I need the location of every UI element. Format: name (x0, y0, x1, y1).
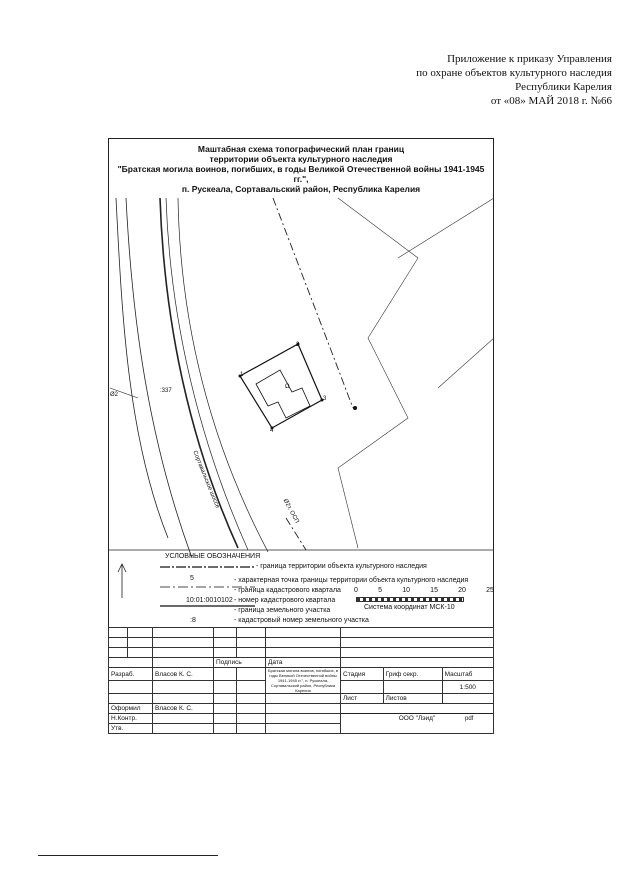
legend-item-1: - граница территории объекта культурного наследия (256, 563, 427, 570)
road-left-edge-1 (116, 198, 168, 538)
legend-item-3: - граница кадастрового квартала (234, 587, 341, 594)
legend-parcel-symbol: :8 (190, 617, 196, 624)
scale-ticks (354, 587, 494, 594)
road-edge-3 (178, 198, 268, 552)
map-title-line-3: "Братская могила воинов, погибших, в годы Великой Отечественной войны 1941-1945 гг.", (117, 164, 485, 184)
right-label: Ø2т. ОСП (281, 498, 300, 525)
header-line-1: Приложение к приказу Управления (447, 53, 612, 65)
point-1-label: 1 (240, 372, 244, 378)
stamp-list: Лист (341, 694, 384, 704)
header-line-2: по охране объектов культурного наследия (416, 67, 612, 79)
map-title-line-2: территории объекта культурного наследия (209, 154, 393, 164)
legend-quarter-number: 10:01:0010102 (186, 597, 233, 604)
scale-tick: 25 (486, 587, 494, 594)
road-edge-2 (166, 198, 248, 550)
legend-item-6: - кадастровый номер земельного участка (234, 617, 369, 624)
parcel-number-label: :337 (160, 388, 172, 394)
legend-item-5: - граница земельного участка (234, 607, 331, 614)
scale-tick: 15 (430, 587, 438, 594)
stamp-grif: Гриф секр. (383, 668, 442, 681)
pdf-label: pdf (465, 716, 474, 722)
side-label: Ø2 (110, 392, 119, 398)
map-title-line-4: п. Рускеала, Сортавальский район, Республика Карелия (181, 184, 421, 194)
parcel-boundary (338, 198, 418, 548)
stamp-masshtab: Масштаб (442, 668, 493, 681)
stamp-nkontr: Н.Контр. (109, 714, 153, 724)
header-line-3: Республики Карелия (515, 81, 612, 93)
object-boundary (240, 344, 322, 428)
point-4-label: 4 (270, 428, 274, 434)
scale-tick: 0 (354, 587, 358, 594)
north-arrow-icon (112, 560, 132, 600)
legend-item-2: - характерная точка границы территории объекта культурного наследия (234, 577, 469, 584)
coord-system: Система координат МСК-10 (364, 604, 455, 611)
scale-tick: 5 (378, 587, 382, 594)
map-title-line-1: Маштабная схема топографический план границ (197, 144, 405, 154)
quarter-boundary (273, 198, 353, 408)
stamp-description: Братская могила воинов, погибших, в годы Великой Отечественной войны 1941-1945 гг.", п. Рускеала, Сортавальский район, Республика Карелия (266, 668, 341, 694)
stamp-podpis: Подпись (214, 658, 266, 668)
monument-center-label: Ω (285, 384, 290, 390)
stamp-masshtab-val: 1:500 (442, 681, 493, 694)
scale-tick: 20 (458, 587, 466, 594)
stamp-oformil: Оформил (109, 704, 153, 714)
legend-heading: УСЛОВНЫЕ ОБОЗНАЧЕНИЯ (165, 553, 261, 560)
stamp-razrab-name: Власов К. С. (153, 668, 214, 681)
stamp-org: ООО "Лэид" (341, 704, 494, 734)
stamp-listov: Листов (383, 694, 442, 704)
road-name-label: Сортавальское шоссе (191, 450, 221, 510)
stamp-razrab: Разраб. (109, 668, 153, 681)
legend-item-4: - номер кадастрового квартала (234, 597, 336, 604)
legend-symbols (160, 565, 260, 625)
stamp-data: Дата (266, 658, 341, 668)
stamp-oformil-name: Власов К. С. (153, 704, 214, 714)
footer-rule (38, 855, 218, 856)
point-3-label: 3 (323, 396, 327, 402)
stamp-utv: Утв. (109, 724, 153, 734)
scale-bar (356, 597, 464, 602)
title-block (108, 627, 494, 734)
stamp-stadiya: Стадия (341, 668, 384, 681)
header-line-4: от «08» МАЙ 2018 г. №66 (490, 95, 612, 107)
legend-point-symbol: 5 (190, 575, 194, 582)
scale-tick: 10 (402, 587, 410, 594)
point-2-label: 2 (296, 342, 300, 348)
